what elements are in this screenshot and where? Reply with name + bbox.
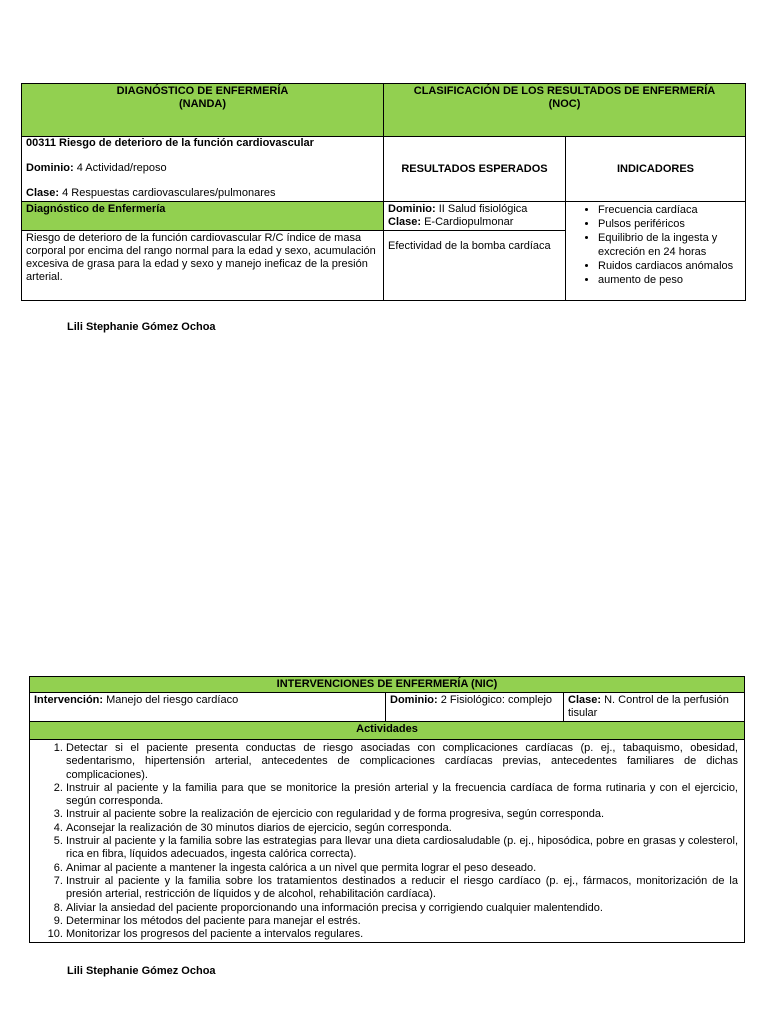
activities-header: Actividades (30, 722, 745, 740)
result-text: Efectividad de la bomba cardíaca (384, 231, 566, 301)
class-label: Clase: (26, 187, 60, 199)
diagnosis-text: Riesgo de deterioro de la función cardiovascular R/C índice de masa corporal por encima del rango normal para la edad y sexo, acumulación excesiva de grasa para la edad y sexo y manejo ineficaz de la presión arterial. (22, 231, 384, 301)
indicator-item: • Equilibrio de la ingesta y excreción en 24 horas (598, 231, 743, 259)
noc-table (21, 83, 746, 301)
indicators-cell (566, 202, 746, 301)
diagnosis-class (26, 187, 379, 200)
nanda-header (22, 84, 384, 137)
noc-class (388, 216, 561, 229)
nic-class-value: N. Control de la perfusión tisular (568, 694, 729, 719)
activity-item: 2. Instruir al paciente y la familia para que se monitorice la presión arterial y la frecuencia cardíaca de forma rutinaria y con el ejercicio, según corresponda. (66, 782, 738, 809)
activity-item: 7. Instruir al paciente y la familia sobre los tratamientos destinados a reducir el riesgo cardíaco (p. ej., fármacos, monitorización de la presión arterial, restricción de líquidos y de alcohol, rehabilitación cardíaca). (66, 875, 738, 902)
nic-class-label: Clase: (568, 694, 602, 706)
activity-item: 3. Instruir al paciente sobre la realización de ejercicio con regularidad y de forma progresiva, según corresponda. (66, 808, 738, 821)
signature-1: Lili Stephanie Gómez Ochoa (67, 321, 216, 333)
diagnosis-info-cell (22, 137, 384, 202)
intervention-value: Manejo del riesgo cardíaco (106, 694, 239, 706)
noc-domain (388, 203, 561, 216)
class-value: 4 Respuestas cardiovasculares/pulmonares (62, 187, 276, 199)
expected-results-header: RESULTADOS ESPERADOS (384, 137, 566, 202)
noc-domain-label: Dominio: (388, 203, 436, 215)
intervention-cell (30, 693, 386, 722)
nic-title: INTERVENCIONES DE ENFERMERÍA (NIC) (30, 677, 745, 693)
diagnosis-code-title: 00311 Riesgo de deterioro de la función cardiovascular (26, 137, 314, 149)
noc-class-value: E-Cardiopulmonar (424, 216, 514, 228)
nanda-header-line2: (NANDA) (178, 98, 227, 110)
nic-domain-value: 2 Fisiológico: complejo (440, 694, 553, 706)
nic-domain-label: Dominio: (390, 694, 438, 706)
domain-value: 4 Actividad/reposo (76, 162, 167, 174)
noc-header-line1: CLASIFICACIÓN DE LOS RESULTADOS DE ENFERMERÍA (413, 85, 716, 97)
domain-label: Dominio: (26, 162, 74, 174)
activities-list (34, 742, 738, 941)
signature-2: Lili Stephanie Gómez Ochoa (67, 965, 216, 977)
indicators-header: INDICADORES (566, 137, 746, 202)
activity-item: 10. Monitorizar los progresos del paciente a intervalos regulares. (66, 928, 738, 941)
nic-table (29, 676, 745, 943)
noc-header (384, 84, 746, 137)
noc-domain-class-cell (384, 202, 566, 231)
intervention-label: Intervención: (34, 694, 104, 706)
nic-domain-cell (386, 693, 564, 722)
nic-class-cell (564, 693, 745, 722)
noc-domain-value: II Salud fisiológica (438, 203, 528, 215)
activity-item: 6. Animar al paciente a mantener la ingesta calórica a un nivel que permita lograr el peso deseado. (66, 862, 738, 875)
diagnosis-domain (26, 162, 379, 175)
activities-cell (30, 740, 745, 943)
nanda-header-line1: DIAGNÓSTICO DE ENFERMERÍA (116, 85, 289, 97)
activity-item: 5. Instruir al paciente y la familia sobre las estrategias para llevar una dieta cardiosaludable (p. ej., hiposódica, pobre en grasas y colesterol, rica en fibra, líquidos adecuados, ingesta calórica correcta). (66, 835, 738, 862)
indicator-item: • Ruidos cardiacos anómalos (598, 259, 743, 273)
activity-item: 4. Aconsejar la realización de 30 minutos diarios de ejercicio, según corresponda. (66, 822, 738, 835)
activity-item: 8. Aliviar la ansiedad del paciente proporcionando una información precisa y corrigiendo cualquier malentendido. (66, 902, 738, 915)
activity-item: 1. Detectar si el paciente presenta conductas de riesgo asociadas con complicaciones cardíacas (p. ej., tabaquismo, obesidad, sedentarismo, hipertensión arterial, antecedentes de complicaciones cardíacas previas, antecedentes familiares de dichas complicaciones). (66, 742, 738, 782)
noc-header-line2: (NOC) (548, 98, 581, 110)
indicator-item: • Pulsos periféricos (598, 217, 743, 231)
activity-item: 9. Determinar los métodos del paciente para manejar el estrés. (66, 915, 738, 928)
indicators-list (568, 203, 743, 287)
noc-class-label: Clase: (388, 216, 422, 228)
nursing-diagnosis-label: Diagnóstico de Enfermería (22, 202, 384, 231)
indicator-item: • aumento de peso (598, 273, 743, 287)
indicator-item: • Frecuencia cardíaca (598, 203, 743, 217)
